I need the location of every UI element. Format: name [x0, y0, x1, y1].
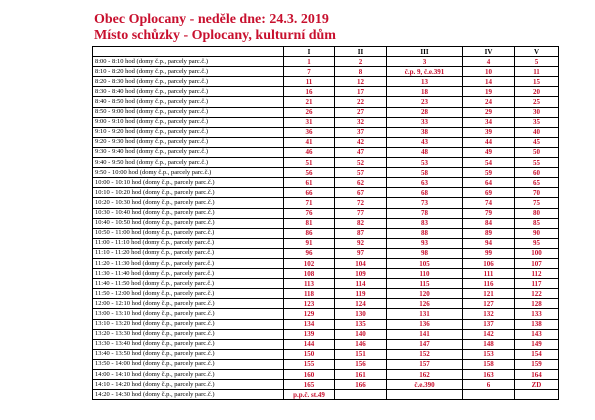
- assignment-cell: 117: [515, 279, 559, 289]
- table-row: [93, 380, 559, 390]
- time-slot: 13:40 - 13:50 hod (domy č.p., parcely parc.č.): [93, 349, 284, 359]
- assignment-cell: 39: [463, 127, 515, 137]
- assignment-cell: 97: [335, 248, 387, 258]
- table-row: [93, 208, 559, 218]
- assignment-cell: 133: [515, 309, 559, 319]
- column-header-1: I: [284, 47, 335, 57]
- assignment-cell: 109: [335, 269, 387, 279]
- assignment-cell: 121: [463, 289, 515, 299]
- assignment-cell: 71: [284, 198, 335, 208]
- time-slot: 11:10 - 11:20 hod (domy č.p., parcely parc.č.): [93, 248, 284, 258]
- table-row: [93, 117, 559, 127]
- assignment-cell: 47: [335, 147, 387, 157]
- schedule-table: [92, 46, 559, 400]
- meeting-place: Místo schůzky - Oplocany, kulturní dům: [94, 28, 336, 43]
- assignment-cell: 16: [284, 87, 335, 97]
- assignment-cell: 69: [463, 188, 515, 198]
- assignment-cell: 11: [284, 77, 335, 87]
- assignment-cell: 49: [463, 147, 515, 157]
- assignment-cell: 82: [335, 218, 387, 228]
- assignment-cell: 60: [515, 168, 559, 178]
- assignment-cell: 63: [387, 178, 463, 188]
- assignment-cell: 85: [515, 218, 559, 228]
- assignment-cell: 52: [335, 158, 387, 168]
- assignment-cell: 38: [387, 127, 463, 137]
- table-row: [93, 390, 559, 400]
- assignment-cell: 73: [387, 198, 463, 208]
- assignment-cell: 29: [463, 107, 515, 117]
- table-row: [93, 370, 559, 380]
- column-header-3: III: [387, 47, 463, 57]
- assignment-cell: 137: [463, 319, 515, 329]
- assignment-cell: 75: [515, 198, 559, 208]
- assignment-cell: 67: [335, 188, 387, 198]
- time-slot: 11:50 - 12:00 hod (domy č.p., parcely parc.č.): [93, 289, 284, 299]
- time-slot: 9:30 - 9:40 hod (domy č.p., parcely parc.č.): [93, 147, 284, 157]
- assignment-cell: 45: [515, 137, 559, 147]
- assignment-cell: 163: [463, 370, 515, 380]
- assignment-cell: 153: [463, 349, 515, 359]
- assignment-cell: 28: [387, 107, 463, 117]
- assignment-cell: 142: [463, 329, 515, 339]
- assignment-cell: 83: [387, 218, 463, 228]
- assignment-cell: 152: [387, 349, 463, 359]
- header-row: [93, 47, 559, 57]
- assignment-cell: 143: [515, 329, 559, 339]
- assignment-cell: 116: [463, 279, 515, 289]
- assignment-cell: 141: [387, 329, 463, 339]
- assignment-cell: 136: [387, 319, 463, 329]
- assignment-cell: 87: [335, 228, 387, 238]
- table-row: [93, 127, 559, 137]
- assignment-cell: 130: [335, 309, 387, 319]
- table-row: [93, 329, 559, 339]
- time-slot: 12:00 - 12:10 hod (domy č.p., parcely parc.č.): [93, 299, 284, 309]
- assignment-cell: 50: [515, 147, 559, 157]
- assignment-cell: 74: [463, 198, 515, 208]
- assignment-cell: 10: [463, 67, 515, 77]
- assignment-cell: 66: [284, 188, 335, 198]
- time-slot: 13:20 - 13:30 hod (domy č.p., parcely parc.č.): [93, 329, 284, 339]
- assignment-cell: 79: [463, 208, 515, 218]
- assignment-cell: 17: [335, 87, 387, 97]
- time-slot: 8:30 - 8:40 hod (domy č.p., parcely parc.č.): [93, 87, 284, 97]
- assignment-cell: 8: [335, 67, 387, 77]
- time-slot: 10:30 - 10:40 hod (domy č.p., parcely parc.č.): [93, 208, 284, 218]
- assignment-cell: 11: [515, 67, 559, 77]
- assignment-cell: 35: [515, 117, 559, 127]
- assignment-cell: 84: [463, 218, 515, 228]
- assignment-cell: 56: [284, 168, 335, 178]
- assignment-cell: 15: [515, 77, 559, 87]
- assignment-cell: 127: [463, 299, 515, 309]
- assignment-cell: 53: [387, 158, 463, 168]
- time-slot: 13:30 - 13:40 hod (domy č.p., parcely parc.č.): [93, 339, 284, 349]
- assignment-cell: 55: [515, 158, 559, 168]
- assignment-cell: 124: [335, 299, 387, 309]
- time-slot: 10:00 - 10:10 hod (domy č.p., parcely parc.č.): [93, 178, 284, 188]
- time-slot: 11:00 - 11:10 hod (domy č.p., parcely parc.č.): [93, 238, 284, 248]
- assignment-cell: 24: [463, 97, 515, 107]
- assignment-cell: 94: [463, 238, 515, 248]
- assignment-cell: 98: [387, 248, 463, 258]
- document-title: Obec Oplocany - neděle dne: 24.3. 2019: [94, 12, 329, 27]
- assignment-cell: p.p.č. st.49: [284, 390, 335, 400]
- assignment-cell: 70: [515, 188, 559, 198]
- assignment-cell: 160: [284, 370, 335, 380]
- table-row: [93, 67, 559, 77]
- assignment-cell: 20: [515, 87, 559, 97]
- assignment-cell: 89: [463, 228, 515, 238]
- table-row: [93, 319, 559, 329]
- assignment-cell: 51: [284, 158, 335, 168]
- assignment-cell: 118: [284, 289, 335, 299]
- assignment-cell: 42: [335, 137, 387, 147]
- assignment-cell: 115: [387, 279, 463, 289]
- time-slot: 9:40 - 9:50 hod (domy č.p., parcely parc.č.): [93, 158, 284, 168]
- assignment-cell: 100: [515, 248, 559, 258]
- assignment-cell: 25: [515, 97, 559, 107]
- assignment-cell: 106: [463, 258, 515, 268]
- time-slot: 9:20 - 9:30 hod (domy č.p., parcely parc.č.): [93, 137, 284, 147]
- time-slot: 11:40 - 11:50 hod (domy č.p., parcely parc.č.): [93, 279, 284, 289]
- table-row: [93, 178, 559, 188]
- table-row: [93, 289, 559, 299]
- assignment-cell: 150: [284, 349, 335, 359]
- assignment-cell: 78: [387, 208, 463, 218]
- assignment-cell: 31: [284, 117, 335, 127]
- assignment-cell: 135: [335, 319, 387, 329]
- assignment-cell: 111: [463, 269, 515, 279]
- table-row: [93, 299, 559, 309]
- assignment-cell: ZD: [515, 380, 559, 390]
- assignment-cell: č.e.390: [387, 380, 463, 390]
- time-slot: 11:20 - 11:30 hod (domy č.p., parcely parc.č.): [93, 258, 284, 268]
- assignment-cell: 144: [284, 339, 335, 349]
- assignment-cell: 86: [284, 228, 335, 238]
- assignment-cell: 68: [387, 188, 463, 198]
- assignment-cell: 104: [335, 258, 387, 268]
- assignment-cell: [335, 390, 387, 400]
- assignment-cell: 165: [284, 380, 335, 390]
- assignment-cell: 19: [463, 87, 515, 97]
- assignment-cell: 58: [387, 168, 463, 178]
- time-slot: 14:20 - 14:30 hod (domy č.p., parcely parc.č.): [93, 390, 284, 400]
- assignment-cell: 36: [284, 127, 335, 137]
- table-row: [93, 258, 559, 268]
- assignment-cell: 110: [387, 269, 463, 279]
- table-row: [93, 218, 559, 228]
- assignment-cell: 41: [284, 137, 335, 147]
- assignment-cell: 7: [284, 67, 335, 77]
- table-row: [93, 349, 559, 359]
- assignment-cell: 164: [515, 370, 559, 380]
- table-row: [93, 188, 559, 198]
- assignment-cell: 64: [463, 178, 515, 188]
- assignment-cell: 80: [515, 208, 559, 218]
- assignment-cell: 99: [463, 248, 515, 258]
- assignment-cell: 91: [284, 238, 335, 248]
- assignment-cell: 138: [515, 319, 559, 329]
- assignment-cell: 26: [284, 107, 335, 117]
- assignment-cell: 151: [335, 349, 387, 359]
- assignment-cell: 40: [515, 127, 559, 137]
- assignment-cell: 147: [387, 339, 463, 349]
- table-row: [93, 359, 559, 369]
- assignment-cell: 65: [515, 178, 559, 188]
- table-row: [93, 57, 559, 67]
- column-header-2: II: [335, 47, 387, 57]
- assignment-cell: 30: [515, 107, 559, 117]
- assignment-cell: 102: [284, 258, 335, 268]
- time-slot: 13:10 - 13:20 hod (domy č.p., parcely parc.č.): [93, 319, 284, 329]
- assignment-cell: 154: [515, 349, 559, 359]
- table-row: [93, 339, 559, 349]
- assignment-cell: 92: [335, 238, 387, 248]
- assignment-cell: 46: [284, 147, 335, 157]
- assignment-cell: 4: [463, 57, 515, 67]
- table-row: [93, 168, 559, 178]
- time-slot: 8:50 - 9:00 hod (domy č.p., parcely parc.č.): [93, 107, 284, 117]
- table-row: [93, 279, 559, 289]
- assignment-cell: 43: [387, 137, 463, 147]
- time-slot: 14:10 - 14:20 hod (domy č.p., parcely parc.č.): [93, 380, 284, 390]
- assignment-cell: 146: [335, 339, 387, 349]
- assignment-cell: 62: [335, 178, 387, 188]
- assignment-cell: 12: [335, 77, 387, 87]
- time-slot: 10:50 - 11:00 hod (domy č.p., parcely parc.č.): [93, 228, 284, 238]
- assignment-cell: 96: [284, 248, 335, 258]
- column-header-5: V: [515, 47, 559, 57]
- assignment-cell: 161: [335, 370, 387, 380]
- assignment-cell: 21: [284, 97, 335, 107]
- assignment-cell: 90: [515, 228, 559, 238]
- time-slot: 13:00 - 13:10 hod (domy č.p., parcely parc.č.): [93, 309, 284, 319]
- assignment-cell: 14: [463, 77, 515, 87]
- table-row: [93, 269, 559, 279]
- assignment-cell: 48: [387, 147, 463, 157]
- assignment-cell: 120: [387, 289, 463, 299]
- assignment-cell: 149: [515, 339, 559, 349]
- assignment-cell: 162: [387, 370, 463, 380]
- assignment-cell: 122: [515, 289, 559, 299]
- assignment-cell: 44: [463, 137, 515, 147]
- assignment-cell: 88: [387, 228, 463, 238]
- assignment-cell: 123: [284, 299, 335, 309]
- assignment-cell: 159: [515, 359, 559, 369]
- assignment-cell: 129: [284, 309, 335, 319]
- table-row: [93, 228, 559, 238]
- assignment-cell: 18: [387, 87, 463, 97]
- time-slot: 14:00 - 14:10 hod (domy č.p., parcely parc.č.): [93, 370, 284, 380]
- assignment-cell: 76: [284, 208, 335, 218]
- assignment-cell: 34: [463, 117, 515, 127]
- assignment-cell: 77: [335, 208, 387, 218]
- assignment-cell: 57: [335, 168, 387, 178]
- table-row: [93, 147, 559, 157]
- assignment-cell: 158: [463, 359, 515, 369]
- assignment-cell: 3: [387, 57, 463, 67]
- time-header: [93, 47, 284, 57]
- table-row: [93, 198, 559, 208]
- assignment-cell: 113: [284, 279, 335, 289]
- assignment-cell: 27: [335, 107, 387, 117]
- time-slot: 10:20 - 10:30 hod (domy č.p., parcely parc.č.): [93, 198, 284, 208]
- assignment-cell: 13: [387, 77, 463, 87]
- assignment-cell: 95: [515, 238, 559, 248]
- assignment-cell: č.p. 9, č.e.391: [387, 67, 463, 77]
- assignment-cell: 2: [335, 57, 387, 67]
- assignment-cell: 37: [335, 127, 387, 137]
- table-row: [93, 137, 559, 147]
- table-row: [93, 158, 559, 168]
- assignment-cell: 114: [335, 279, 387, 289]
- assignment-cell: 132: [463, 309, 515, 319]
- time-slot: 8:20 - 8:30 hod (domy č.p., parcely parc.č.): [93, 77, 284, 87]
- assignment-cell: 119: [335, 289, 387, 299]
- time-slot: 8:00 - 8:10 hod (domy č.p., parcely parc.č.): [93, 57, 284, 67]
- time-slot: 9:10 - 9:20 hod (domy č.p., parcely parc.č.): [93, 127, 284, 137]
- time-slot: 9:00 - 9:10 hod (domy č.p., parcely parc.č.): [93, 117, 284, 127]
- assignment-cell: 148: [463, 339, 515, 349]
- assignment-cell: 128: [515, 299, 559, 309]
- assignment-cell: 23: [387, 97, 463, 107]
- time-slot: 10:40 - 10:50 hod (domy č.p., parcely parc.č.): [93, 218, 284, 228]
- assignment-cell: 131: [387, 309, 463, 319]
- assignment-cell: 93: [387, 238, 463, 248]
- column-header-4: IV: [463, 47, 515, 57]
- assignment-cell: 157: [387, 359, 463, 369]
- assignment-cell: 1: [284, 57, 335, 67]
- table-row: [93, 238, 559, 248]
- table-row: [93, 248, 559, 258]
- assignment-cell: 140: [335, 329, 387, 339]
- assignment-cell: 33: [387, 117, 463, 127]
- assignment-cell: 107: [515, 258, 559, 268]
- time-slot: 8:40 - 8:50 hod (domy č.p., parcely parc.č.): [93, 97, 284, 107]
- assignment-cell: 126: [387, 299, 463, 309]
- assignment-cell: 134: [284, 319, 335, 329]
- time-slot: 13:50 - 14:00 hod (domy č.p., parcely parc.č.): [93, 359, 284, 369]
- time-slot: 9:50 - 10:00 hod (domy č.p., parcely parc.č.): [93, 168, 284, 178]
- table-row: [93, 97, 559, 107]
- assignment-cell: [515, 390, 559, 400]
- assignment-cell: 54: [463, 158, 515, 168]
- assignment-cell: [387, 390, 463, 400]
- assignment-cell: [463, 390, 515, 400]
- table-row: [93, 309, 559, 319]
- assignment-cell: 5: [515, 57, 559, 67]
- time-slot: 10:10 - 10:20 hod (domy č.p., parcely parc.č.): [93, 188, 284, 198]
- assignment-cell: 156: [335, 359, 387, 369]
- assignment-cell: 61: [284, 178, 335, 188]
- assignment-cell: 32: [335, 117, 387, 127]
- time-slot: 8:10 - 8:20 hod (domy č.p., parcely parc.č.): [93, 67, 284, 77]
- assignment-cell: 155: [284, 359, 335, 369]
- assignment-cell: 22: [335, 97, 387, 107]
- assignment-cell: 108: [284, 269, 335, 279]
- assignment-cell: 72: [335, 198, 387, 208]
- assignment-cell: 81: [284, 218, 335, 228]
- table-row: [93, 77, 559, 87]
- assignment-cell: 166: [335, 380, 387, 390]
- assignment-cell: 112: [515, 269, 559, 279]
- assignment-cell: 59: [463, 168, 515, 178]
- assignment-cell: 105: [387, 258, 463, 268]
- assignment-cell: 6: [463, 380, 515, 390]
- assignment-cell: 139: [284, 329, 335, 339]
- table-row: [93, 107, 559, 117]
- time-slot: 11:30 - 11:40 hod (domy č.p., parcely parc.č.): [93, 269, 284, 279]
- table-row: [93, 87, 559, 97]
